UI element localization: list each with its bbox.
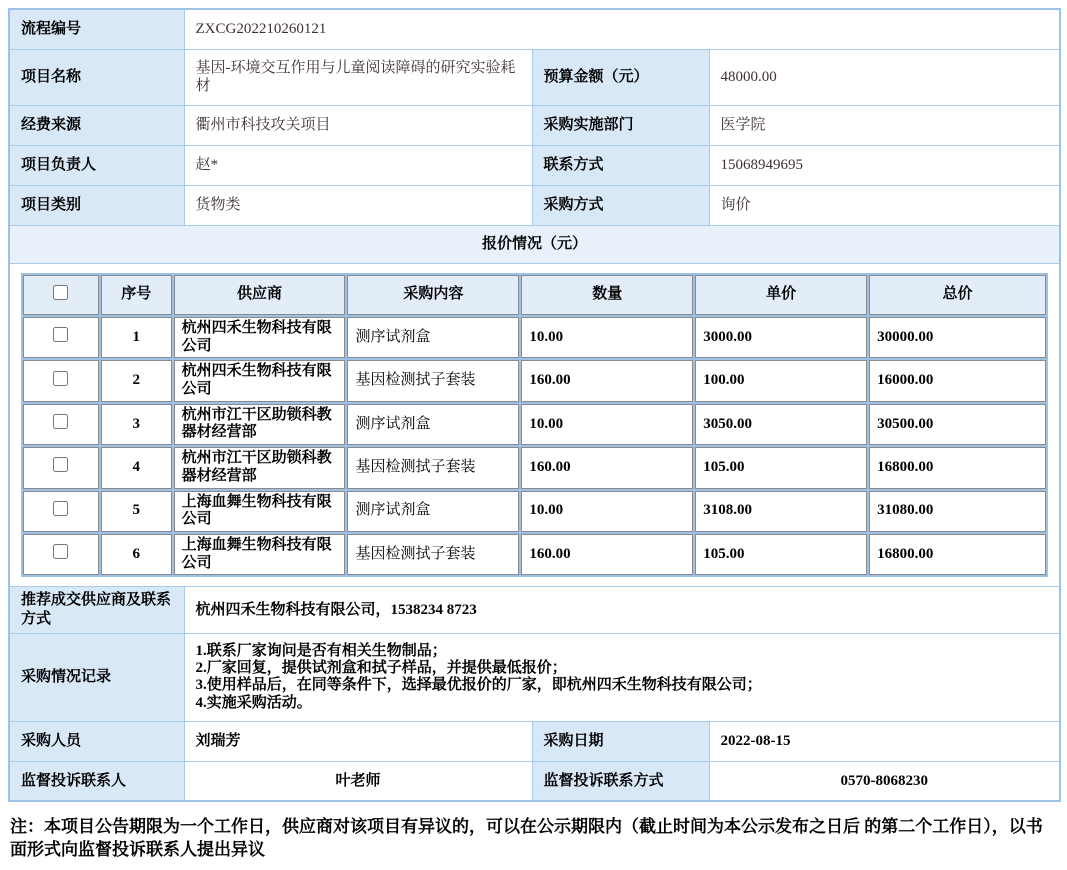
supervisor-label: 监督投诉联系人 xyxy=(9,761,184,801)
row-project-type xyxy=(9,186,1060,226)
unit-price-cell: 3000.00 xyxy=(695,317,867,358)
supplier-cell: 杭州四禾生物科技有限公司 xyxy=(174,360,346,401)
col-qty: 数量 xyxy=(521,275,693,315)
row-quote-section-title xyxy=(9,226,1060,264)
recommended-supplier-label: 推荐成交供应商及联系方式 xyxy=(9,587,184,634)
supervisor-contact-label: 监督投诉联系方式 xyxy=(532,761,709,801)
purchase-record-value xyxy=(184,633,1060,721)
row-checkbox[interactable] xyxy=(53,544,68,559)
quote-row xyxy=(23,317,1046,358)
supervisor-value: 叶老师 xyxy=(184,761,532,801)
budget-value: 48000.00 xyxy=(709,49,1060,106)
col-unit: 单价 xyxy=(695,275,867,315)
total-price-cell: 16000.00 xyxy=(869,360,1046,401)
buyer-label: 采购人员 xyxy=(9,721,184,761)
supplier-cell: 杭州市江干区助锁科教器材经营部 xyxy=(174,447,346,488)
quote-table xyxy=(21,273,1048,577)
record-line: 3.使用样品后，在同等条件下，选择最优报价的厂家，即杭州四禾生物科技有限公司； xyxy=(195,677,762,694)
row-checkbox[interactable] xyxy=(53,327,68,342)
purchasing-dept-value: 医学院 xyxy=(709,106,1060,146)
qty-cell: 10.00 xyxy=(521,317,693,358)
row-quote-table xyxy=(9,264,1060,587)
record-line: 1.联系厂家询问是否有相关生物制品； xyxy=(195,642,447,659)
quote-row xyxy=(23,491,1046,532)
supervisor-contact-value: 0570-8068230 xyxy=(709,761,1060,801)
purchase-date-label: 采购日期 xyxy=(532,721,709,761)
total-price-cell: 16800.00 xyxy=(869,534,1046,575)
footer-note: 注：本项目公告期限为一个工作日，供应商对该项目有异议的，可以在公示期限内（截止时间为本公示发布之日后 的第二个工作日），以书面形式向监督投诉联系人提出异议 xyxy=(10,817,1043,860)
purchase-record-label: 采购情况记录 xyxy=(9,633,184,721)
process-no-label: 流程编号 xyxy=(9,9,184,49)
seq-cell: 1 xyxy=(101,317,172,358)
seq-cell: 4 xyxy=(101,447,172,488)
row-checkbox[interactable] xyxy=(53,501,68,516)
quote-header-row xyxy=(23,275,1046,315)
row-recommended-supplier xyxy=(9,587,1060,634)
qty-cell: 160.00 xyxy=(521,534,693,575)
project-leader-label: 项目负责人 xyxy=(9,146,184,186)
row-buyer xyxy=(9,721,1060,761)
quote-row xyxy=(23,534,1046,575)
row-checkbox[interactable] xyxy=(53,457,68,472)
content-cell: 测序试剂盒 xyxy=(347,491,519,532)
col-seq: 序号 xyxy=(101,275,172,315)
qty-cell: 10.00 xyxy=(521,404,693,445)
purchase-method-value: 询价 xyxy=(709,186,1060,226)
seq-cell: 3 xyxy=(101,404,172,445)
unit-price-cell: 105.00 xyxy=(695,447,867,488)
supplier-cell: 杭州市江干区助锁科教器材经营部 xyxy=(174,404,346,445)
seq-cell: 5 xyxy=(101,491,172,532)
project-type-label: 项目类别 xyxy=(9,186,184,226)
row-checkbox[interactable] xyxy=(53,371,68,386)
total-price-cell: 30500.00 xyxy=(869,404,1046,445)
content-cell: 测序试剂盒 xyxy=(347,404,519,445)
content-cell: 测序试剂盒 xyxy=(347,317,519,358)
supplier-cell: 上海血舞生物科技有限公司 xyxy=(174,491,346,532)
record-line: 4.实施采购活动。 xyxy=(195,694,312,711)
row-process-no xyxy=(9,9,1060,49)
project-name-label: 项目名称 xyxy=(9,49,184,106)
process-no-value: ZXCG202210260121 xyxy=(184,9,1060,49)
row-purchase-record xyxy=(9,633,1060,721)
unit-price-cell: 100.00 xyxy=(695,360,867,401)
content-cell: 基因检测拭子套装 xyxy=(347,360,519,401)
funding-source-value: 衢州市科技攻关项目 xyxy=(184,106,532,146)
total-price-cell: 16800.00 xyxy=(869,447,1046,488)
qty-cell: 10.00 xyxy=(521,491,693,532)
col-supplier: 供应商 xyxy=(174,275,346,315)
col-total: 总价 xyxy=(869,275,1046,315)
qty-cell: 160.00 xyxy=(521,447,693,488)
content-cell: 基因检测拭子套装 xyxy=(347,534,519,575)
record-line: 2.厂家回复，提供试剂盒和拭子样品，并提供最低报价； xyxy=(195,660,567,676)
funding-source-label: 经费来源 xyxy=(9,106,184,146)
budget-label: 预算金额（元） xyxy=(532,49,709,106)
recommended-supplier-value: 杭州四禾生物科技有限公司，1538234 8723 xyxy=(184,587,1060,634)
supplier-cell: 上海血舞生物科技有限公司 xyxy=(174,534,346,575)
quote-section-title: 报价情况（元） xyxy=(9,226,1060,264)
unit-price-cell: 3050.00 xyxy=(695,404,867,445)
unit-price-cell: 3108.00 xyxy=(695,491,867,532)
qty-cell: 160.00 xyxy=(521,360,693,401)
content-cell: 基因检测拭子套装 xyxy=(347,447,519,488)
project-name-value: 基因-环境交互作用与儿童阅读障碍的研究实验耗材 xyxy=(184,49,532,106)
quote-row xyxy=(23,447,1046,488)
total-price-cell: 31080.00 xyxy=(869,491,1046,532)
purchasing-dept-label: 采购实施部门 xyxy=(532,106,709,146)
contact-label: 联系方式 xyxy=(532,146,709,186)
col-content: 采购内容 xyxy=(347,275,519,315)
row-funding-source xyxy=(9,106,1060,146)
project-type-value: 货物类 xyxy=(184,186,532,226)
row-checkbox[interactable] xyxy=(53,414,68,429)
seq-cell: 2 xyxy=(101,360,172,401)
row-supervisor xyxy=(9,761,1060,801)
purchase-date-value: 2022-08-15 xyxy=(709,721,1060,761)
project-leader-value: 赵* xyxy=(184,146,532,186)
row-project-name xyxy=(9,49,1060,106)
buyer-value: 刘瑞芳 xyxy=(184,721,532,761)
quote-row xyxy=(23,360,1046,401)
quote-row xyxy=(23,404,1046,445)
total-price-cell: 30000.00 xyxy=(869,317,1046,358)
supplier-cell: 杭州四禾生物科技有限公司 xyxy=(174,317,346,358)
purchase-method-label: 采购方式 xyxy=(532,186,709,226)
row-project-leader xyxy=(9,146,1060,186)
unit-price-cell: 105.00 xyxy=(695,534,867,575)
procurement-form-table xyxy=(8,8,1061,802)
select-all-checkbox[interactable] xyxy=(53,285,68,300)
contact-value: 15068949695 xyxy=(709,146,1060,186)
seq-cell: 6 xyxy=(101,534,172,575)
